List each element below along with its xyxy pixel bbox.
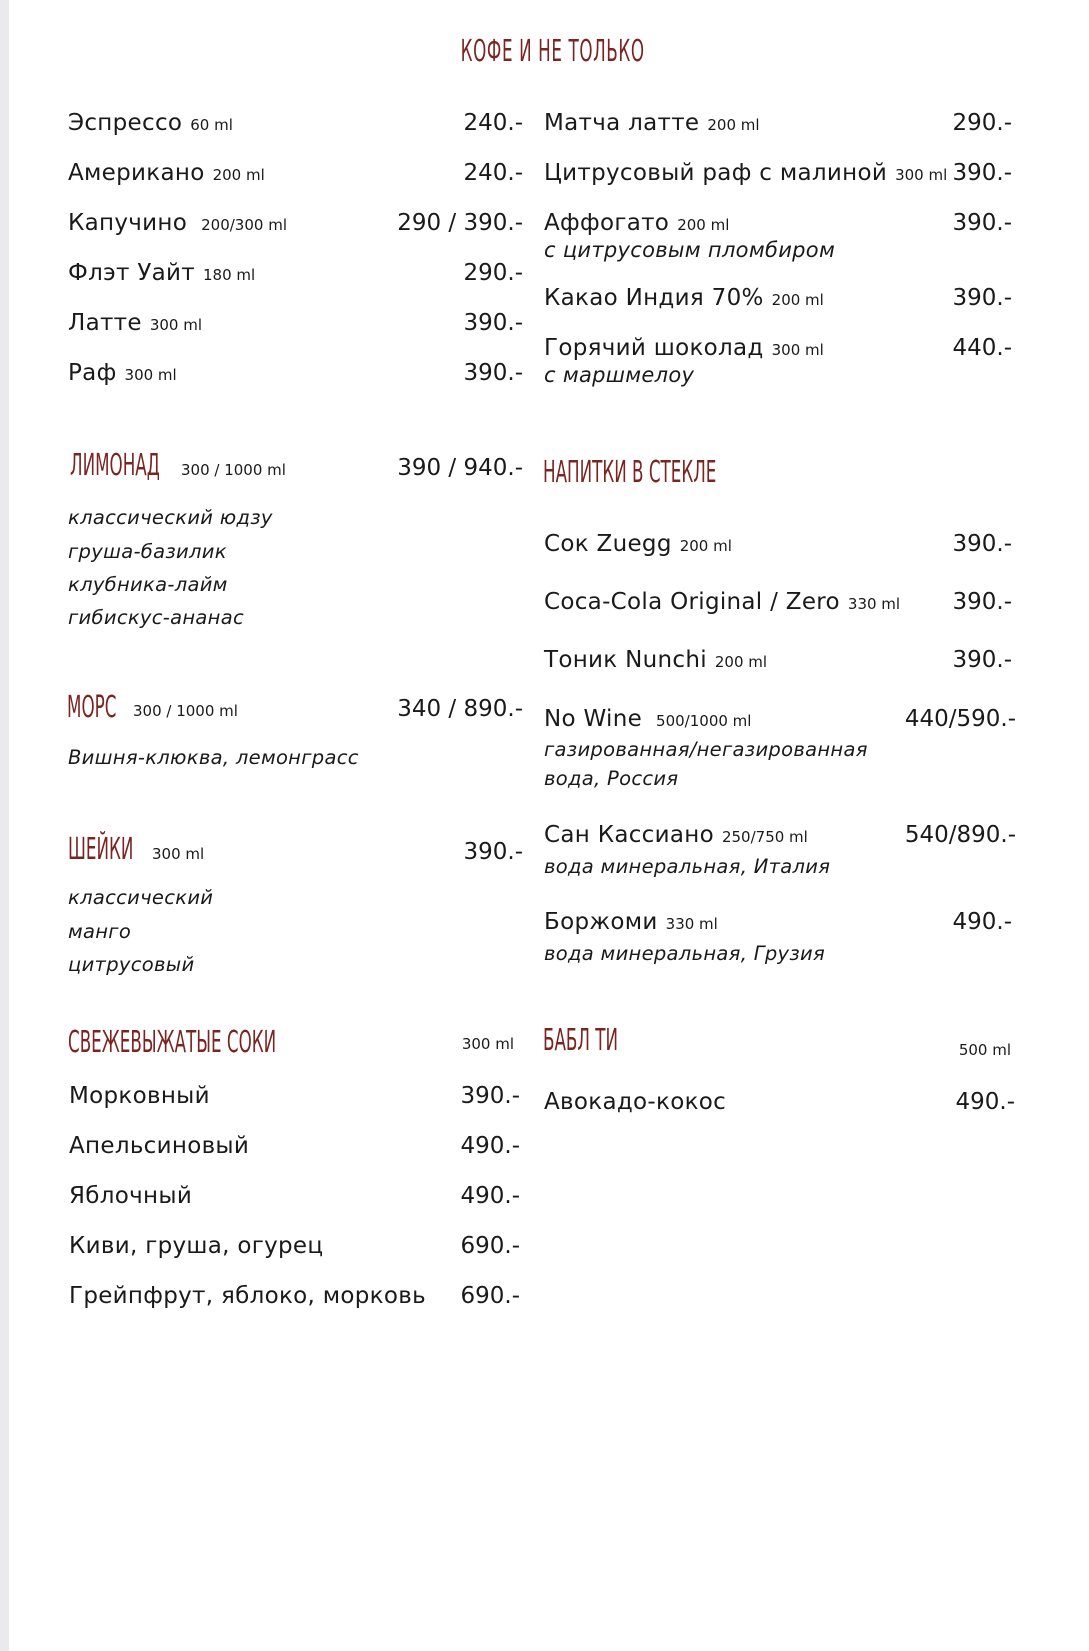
section-title: ШЕЙКИ bbox=[68, 832, 134, 867]
item-price: 390.- bbox=[460, 1083, 520, 1109]
item-name: Тоник Nunchi bbox=[544, 647, 707, 673]
item-volume: 200 ml bbox=[707, 116, 760, 134]
section-title: ЛИМОНАД bbox=[70, 448, 160, 483]
item-price: 690.- bbox=[460, 1283, 520, 1309]
section-header bbox=[543, 455, 823, 490]
item-price: 690.- bbox=[460, 1233, 520, 1259]
item-description: с маршмелоу bbox=[544, 363, 695, 387]
item-price: 440/590.- bbox=[904, 706, 1016, 732]
section-header bbox=[68, 1025, 404, 1060]
item-price: 290.- bbox=[463, 260, 523, 286]
item-price: 390.- bbox=[952, 160, 1012, 186]
item-price: 390.- bbox=[463, 360, 523, 386]
item-volume: 200 ml bbox=[212, 166, 265, 184]
flavor-item: манго bbox=[68, 920, 132, 943]
item-price: 440.- bbox=[952, 335, 1012, 361]
menu-item bbox=[68, 110, 233, 136]
item-name: Флэт Уайт bbox=[68, 260, 195, 286]
flavor-item: гибискус-ананас bbox=[68, 606, 244, 629]
section-price: 390 / 940.- bbox=[397, 455, 523, 481]
item-price: 390.- bbox=[952, 589, 1012, 615]
section-volume: 300 ml bbox=[461, 1035, 514, 1053]
item-name: Раф bbox=[68, 360, 117, 386]
menu-item-name: Морковный bbox=[69, 1083, 210, 1109]
item-name: Латте bbox=[68, 310, 142, 336]
item-name: Американо bbox=[68, 160, 205, 186]
item-name: Матча латте bbox=[544, 110, 700, 136]
item-volume: 180 ml bbox=[203, 266, 256, 284]
menu-item-name: Авокадо-кокос bbox=[544, 1089, 727, 1115]
menu-item bbox=[544, 160, 947, 186]
section-volume: 300 / 1000 ml bbox=[133, 702, 238, 720]
item-price: 390.- bbox=[952, 210, 1012, 236]
section-title: БАБЛ ТИ bbox=[543, 1023, 619, 1058]
menu-item bbox=[544, 335, 824, 361]
flavor-item: клубника-лайм bbox=[68, 573, 228, 596]
item-price: 390.- bbox=[463, 310, 523, 336]
menu-item bbox=[68, 360, 177, 386]
item-price: 290 / 390.- bbox=[397, 210, 523, 236]
section-price: 390.- bbox=[463, 839, 523, 865]
item-price: 490.- bbox=[952, 909, 1012, 935]
section-title: СВЕЖЕВЫЖАТЫЕ СОКИ bbox=[68, 1025, 277, 1060]
item-price: 490.- bbox=[955, 1089, 1015, 1115]
item-name: Цитрусовый раф с малиной bbox=[544, 160, 888, 186]
menu-item bbox=[544, 647, 767, 673]
menu-item bbox=[544, 531, 732, 557]
menu-item bbox=[544, 822, 808, 848]
section-volume: 500 ml bbox=[958, 1041, 1011, 1059]
menu-item bbox=[544, 909, 718, 935]
item-name: Сок Zuegg bbox=[544, 531, 672, 557]
item-name: No Wine bbox=[544, 706, 643, 732]
item-price: 240.- bbox=[463, 160, 523, 186]
menu-item bbox=[544, 589, 900, 615]
section-price: 340 / 890.- bbox=[397, 696, 523, 722]
menu-item bbox=[544, 285, 824, 311]
menu-item-name: Грейпфрут, яблоко, морковь bbox=[69, 1283, 426, 1309]
item-volume: 330 ml bbox=[847, 595, 901, 613]
item-volume: 200 ml bbox=[677, 216, 730, 234]
item-name: Горячий шоколад bbox=[544, 335, 764, 361]
item-volume: 300 ml bbox=[124, 366, 177, 384]
menu-item bbox=[544, 210, 729, 236]
item-volume: 200/300 ml bbox=[201, 216, 287, 234]
item-description: вода минеральная, Грузия bbox=[544, 942, 826, 965]
flavor-item: классический bbox=[68, 886, 214, 909]
item-name: Сан Кассиано bbox=[544, 822, 714, 848]
item-price: 290.- bbox=[952, 110, 1012, 136]
flavor-item: цитрусовый bbox=[68, 953, 195, 976]
menu-item bbox=[68, 260, 255, 286]
menu-item bbox=[68, 310, 202, 336]
page-edge bbox=[0, 0, 9, 1651]
item-name: Аффогато bbox=[544, 210, 670, 236]
flavor-item: классический юдзу bbox=[68, 506, 273, 529]
item-volume: 250/750 ml bbox=[721, 828, 808, 846]
section-volume: 300 / 1000 ml bbox=[181, 461, 286, 479]
section-title: НАПИТКИ В СТЕКЛЕ bbox=[543, 455, 717, 490]
item-volume: 60 ml bbox=[190, 116, 233, 134]
menu-item bbox=[544, 110, 760, 136]
item-volume: 330 ml bbox=[665, 915, 718, 933]
item-volume: 200 ml bbox=[679, 537, 732, 555]
menu-item-name: Апельсиновый bbox=[69, 1133, 250, 1159]
item-volume: 200 ml bbox=[771, 291, 824, 309]
item-name: Боржоми bbox=[544, 909, 658, 935]
item-price: 390.- bbox=[952, 647, 1012, 673]
item-description: вода минеральная, Италия bbox=[544, 855, 831, 878]
flavor-item: Вишня-клюква, лемонграсс bbox=[68, 746, 359, 769]
menu-item bbox=[68, 210, 287, 236]
item-volume: 500/1000 ml bbox=[656, 712, 752, 730]
item-price: 490.- bbox=[460, 1133, 520, 1159]
item-name: Эспрессо bbox=[68, 110, 183, 136]
item-volume: 300 ml bbox=[895, 166, 948, 184]
item-name: Какао Индия 70% bbox=[544, 285, 764, 311]
item-name: Coca-Cola Original / Zero bbox=[544, 589, 840, 615]
item-description: с цитрусовым пломбиром bbox=[544, 238, 836, 262]
item-price: 240.- bbox=[463, 110, 523, 136]
item-price: 390.- bbox=[952, 285, 1012, 311]
menu-item bbox=[68, 160, 265, 186]
item-price: 390.- bbox=[952, 531, 1012, 557]
item-name: Капучино bbox=[68, 210, 188, 236]
menu-item-name: Киви, груша, огурец bbox=[69, 1233, 324, 1259]
menu-item bbox=[544, 706, 751, 732]
item-volume: 200 ml bbox=[714, 653, 768, 671]
page-title: КОФЕ И НЕ ТОЛЬКО bbox=[460, 34, 645, 69]
item-volume: 300 ml bbox=[149, 316, 203, 334]
item-price: 490.- bbox=[460, 1183, 520, 1209]
menu-item-name: Яблочный bbox=[69, 1183, 193, 1209]
section-title: МОРС bbox=[67, 690, 117, 725]
section-volume: 300 ml bbox=[152, 845, 205, 863]
item-volume: 300 ml bbox=[771, 341, 824, 359]
flavor-item: груша-базилик bbox=[68, 540, 227, 563]
item-description: вода, Россия bbox=[544, 767, 679, 790]
item-description: газированная/негазированная bbox=[544, 738, 868, 761]
section-header bbox=[543, 1023, 664, 1058]
item-price: 540/890.- bbox=[904, 822, 1016, 848]
